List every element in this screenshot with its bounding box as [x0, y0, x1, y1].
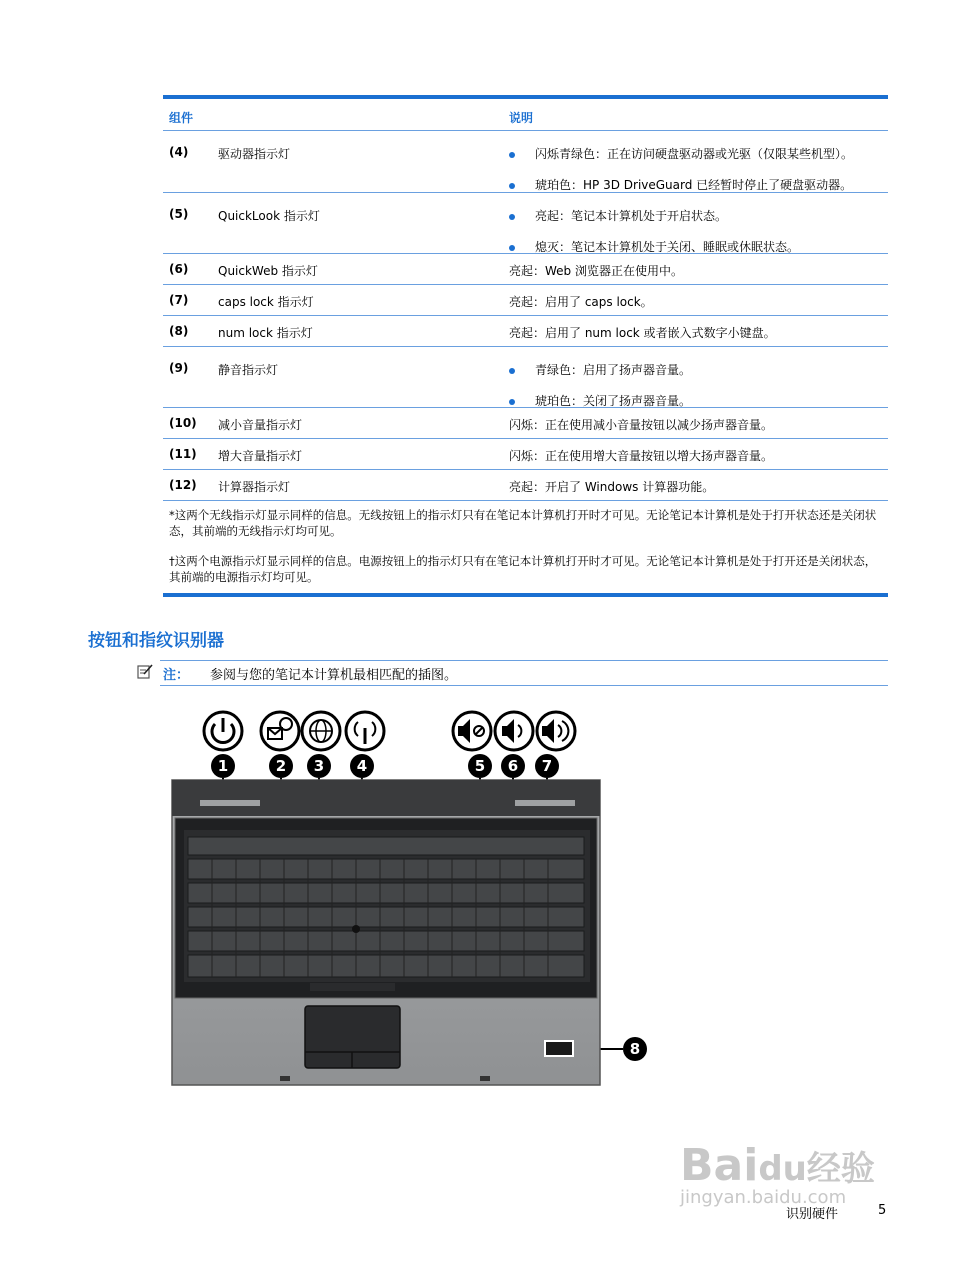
callout-4	[350, 754, 374, 778]
svg-text:1: 1	[217, 757, 229, 775]
table-row	[163, 439, 888, 470]
power-icon	[204, 712, 242, 750]
row-bullet: 亮起：笔记本计算机处于开启状态。	[509, 207, 727, 224]
svg-text:2: 2	[275, 757, 287, 775]
row-num: (10)	[169, 416, 197, 430]
row-name: QuickWeb 指示灯	[218, 264, 318, 278]
row-desc: 亮起：开启了 Windows 计算器功能。	[509, 480, 715, 494]
row-desc: 亮起：启用了 num lock 或者嵌入式数字小键盘。	[509, 326, 776, 340]
mute-icon	[453, 712, 491, 750]
table-row	[163, 347, 888, 408]
svg-text:5: 5	[474, 757, 486, 775]
table-row	[163, 408, 888, 439]
row-num: (12)	[169, 478, 197, 492]
table-bottom-rule	[163, 593, 888, 597]
callout-1	[211, 754, 235, 778]
row-bullet: 琥珀色：关闭了扬声器音量。	[509, 392, 691, 409]
volume-down-icon	[495, 712, 533, 750]
row-desc: 闪烁：正在使用增大音量按钮以增大扬声器音量。	[509, 449, 774, 463]
table-row	[163, 131, 888, 193]
quicklook-icon	[261, 712, 299, 750]
laptop-body	[172, 780, 600, 1085]
table-row	[163, 470, 888, 501]
row-name: 计算器指示灯	[218, 480, 291, 494]
svg-text:8: 8	[629, 1040, 641, 1058]
table-notes	[163, 501, 888, 593]
section-title: 按钮和指纹识别器	[88, 631, 224, 651]
table-row	[163, 285, 888, 316]
table-note: *这两个无线指示灯显示同样的信息。无线按钮上的指示灯只有在笔记本计算机打开时才可见。无论笔记本计算机是处于打开状态还是关闭状态，其前端的无线指示灯均可见。	[169, 508, 877, 538]
row-name: 静音指示灯	[218, 363, 279, 377]
svg-text:7: 7	[541, 757, 553, 775]
table-row	[163, 193, 888, 254]
callout-2	[269, 754, 293, 778]
row-bullet: 琥珀色：HP 3D DriveGuard 已经暂时停止了硬盘驱动器。	[509, 176, 852, 193]
svg-text:4: 4	[356, 757, 368, 775]
row-num: (9)	[169, 361, 189, 375]
component-table	[163, 95, 888, 597]
row-num: (11)	[169, 447, 197, 461]
row-desc: 闪烁：正在使用减小音量按钮以减少扬声器音量。	[509, 418, 774, 432]
note-icon	[137, 663, 153, 679]
note-label: 注：	[163, 668, 190, 683]
row-num: (8)	[169, 324, 189, 338]
callout-5	[468, 754, 492, 778]
row-bullet: 青绿色：启用了扬声器音量。	[509, 361, 691, 378]
header-component: 组件	[169, 111, 194, 125]
callout-3	[307, 754, 331, 778]
header-description: 说明	[509, 111, 534, 125]
table-header	[163, 99, 888, 131]
svg-text:3: 3	[313, 757, 325, 775]
row-num: (5)	[169, 207, 189, 221]
row-num: (7)	[169, 293, 189, 307]
wireless-icon	[346, 712, 384, 750]
row-bullet: 闪烁青绿色：正在访问硬盘驱动器或光驱（仅限某些机型）。	[509, 145, 853, 162]
row-num: (6)	[169, 262, 189, 276]
callout-8	[623, 1037, 647, 1061]
row-num: (4)	[169, 145, 189, 159]
callout-7	[535, 754, 559, 778]
row-name: 驱动器指示灯	[218, 147, 291, 161]
table-row	[163, 254, 888, 285]
row-bullet: 熄灭：笔记本计算机处于关闭、睡眠或休眠状态。	[509, 238, 799, 255]
row-name: 减小音量指示灯	[218, 418, 303, 432]
svg-text:6: 6	[507, 757, 519, 775]
page-number: 5	[878, 1203, 887, 1218]
quickweb-icon	[302, 712, 340, 750]
volume-up-icon	[537, 712, 575, 750]
table-row	[163, 316, 888, 347]
footer-section: 识别硬件	[786, 1207, 839, 1222]
row-name: num lock 指示灯	[218, 326, 313, 340]
row-name: caps lock 指示灯	[218, 295, 314, 309]
laptop-illustration	[160, 700, 660, 1095]
callout-6	[501, 754, 525, 778]
row-desc: 亮起：启用了 caps lock。	[509, 295, 653, 309]
row-desc: 亮起：Web 浏览器正在使用中。	[509, 264, 683, 278]
row-name: 增大音量指示灯	[218, 449, 303, 463]
baidu-watermark: Baidu经验 jingyan.baidu.com	[680, 1140, 875, 1208]
row-name: QuickLook 指示灯	[218, 209, 320, 223]
table-note: †这两个电源指示灯显示同样的信息。电源按钮上的指示灯只有在笔记本计算机打开时才可见。无论笔记本计算机是处于打开还是关闭状态，其前端的电源指示灯均可见。	[169, 554, 877, 584]
note-text: 参阅与您的笔记本计算机最相匹配的插图。	[210, 668, 458, 683]
